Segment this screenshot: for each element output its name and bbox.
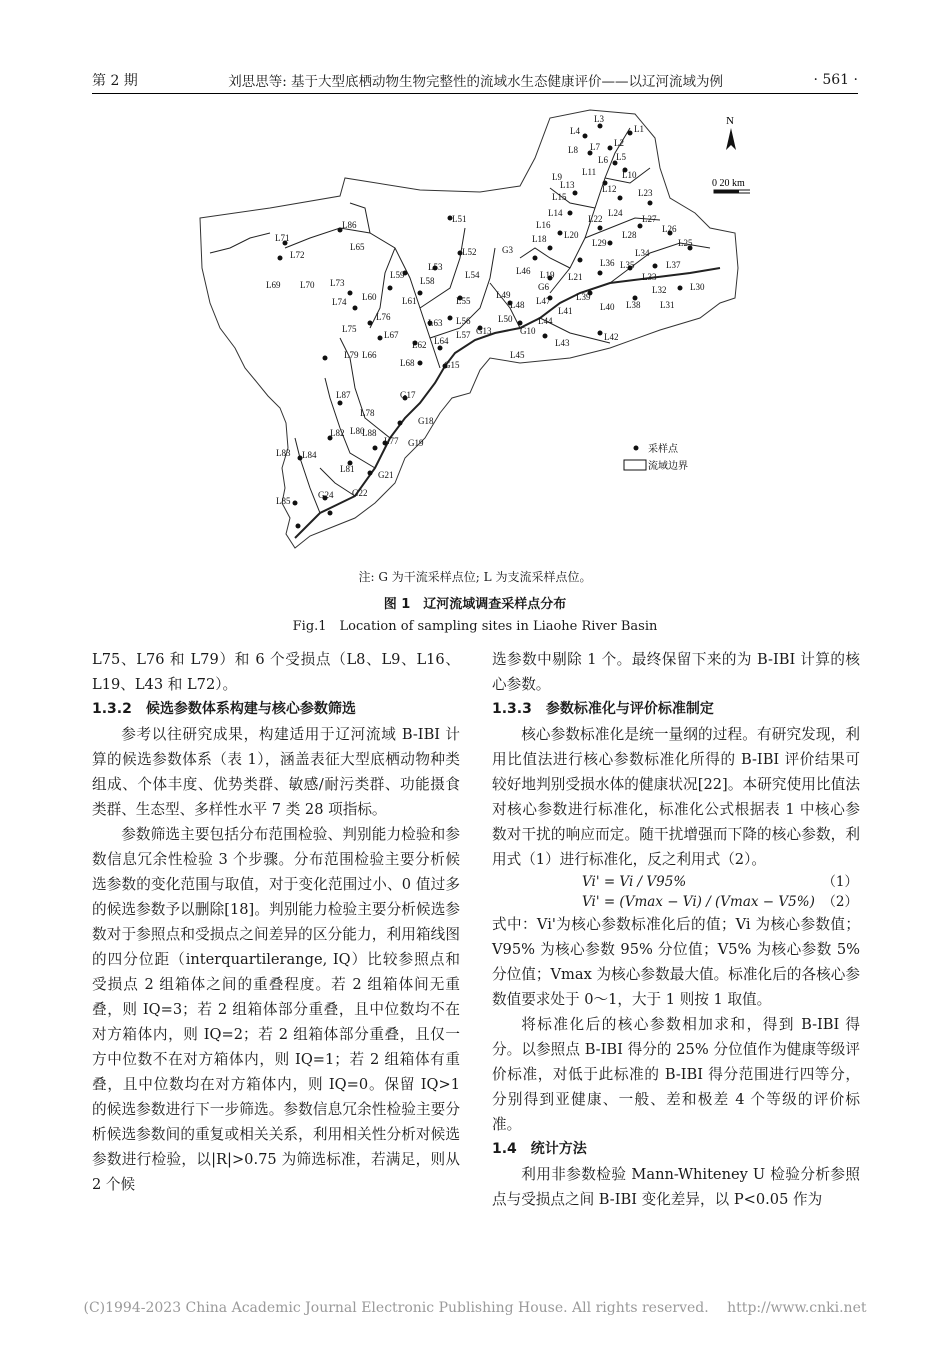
svg-text:L45: L45 [510, 350, 525, 360]
svg-text:L40: L40 [600, 302, 615, 312]
svg-text:L70: L70 [300, 280, 315, 290]
left-column [92, 647, 460, 1197]
svg-text:L85: L85 [276, 496, 291, 506]
svg-text:L42: L42 [604, 332, 619, 342]
svg-text:L3: L3 [594, 114, 604, 124]
svg-text:L32: L32 [652, 285, 667, 295]
svg-text:L20: L20 [564, 230, 579, 240]
svg-text:L78: L78 [360, 408, 375, 418]
svg-text:L34: L34 [635, 248, 650, 258]
svg-text:L50: L50 [498, 314, 513, 324]
svg-text:L46: L46 [516, 266, 531, 276]
svg-text:L16: L16 [536, 220, 551, 230]
svg-text:L58: L58 [420, 276, 435, 286]
svg-text:L43: L43 [555, 338, 570, 348]
equation-2-body: Vi' = (Vmax − Vi) / (Vmax − V5%) [582, 894, 815, 910]
header-rule [92, 93, 858, 94]
svg-text:G10: G10 [520, 326, 536, 336]
svg-text:L24: L24 [608, 208, 623, 218]
svg-text:L8: L8 [568, 145, 578, 155]
svg-text:L38: L38 [626, 300, 641, 310]
north-arrow-icon [726, 115, 736, 150]
right-para-4: 将标准化后的核心参数相加求和，得到 B-IBI 得分。以参照点 B-IBI 得分的 25% 分位值作为健康等级评价标准，对低于此标准的 B-IBI 得分范围进行四等分，分别得到亚健康、一般、差和极差 4 个等级的评价标准。 [492, 1016, 860, 1133]
svg-text:L60: L60 [362, 292, 377, 302]
svg-text:L74: L74 [332, 297, 347, 307]
section-1-3-3-heading: 1.3.3 参数标准化与评价标准制定 [492, 701, 714, 717]
svg-text:L26: L26 [662, 224, 677, 234]
issue-number: 第 2 期 [92, 73, 138, 89]
svg-text:G22: G22 [352, 488, 368, 498]
right-para-3: 式中：Vi'为核心参数标准化后的值；Vi 为核心参数值；V95% 为核心参数 95% 分位值；V5% 为核心参数 5% 分位值；Vmax 为核心参数最大值。标准化后的各核心参数值要求处于 0～1，大于 1 则按 1 取值。 [492, 916, 860, 1008]
svg-text:L31: L31 [660, 300, 675, 310]
svg-text:L27: L27 [642, 214, 657, 224]
svg-text:L80: L80 [350, 426, 365, 436]
svg-text:L61: L61 [402, 296, 417, 306]
svg-text:L14: L14 [548, 208, 563, 218]
svg-text:L29: L29 [592, 238, 607, 248]
svg-text:L54: L54 [465, 270, 480, 280]
svg-text:L59: L59 [390, 270, 405, 280]
svg-text:L4: L4 [570, 126, 580, 136]
svg-text:L28: L28 [622, 230, 637, 240]
svg-text:L12: L12 [602, 184, 617, 194]
left-para-1: L75、L76 和 L79）和 6 个受损点（L8、L9、L16、L19、L43 和 L72）。 [92, 651, 460, 693]
svg-text:L71: L71 [275, 233, 290, 243]
section-1-3-2-heading: 1.3.2 候选参数体系构建与核心参数筛选 [92, 701, 356, 717]
svg-text:L63: L63 [428, 318, 443, 328]
svg-text:L73: L73 [330, 278, 345, 288]
equation-2 [492, 892, 860, 912]
svg-text:L35: L35 [620, 260, 635, 270]
svg-text:L37: L37 [666, 260, 681, 270]
scale-bar [712, 178, 750, 193]
svg-text:L7: L7 [590, 142, 600, 152]
svg-text:G21: G21 [378, 470, 394, 480]
svg-text:L23: L23 [638, 188, 653, 198]
left-para-2: 参考以往研究成果，构建适用于辽河流域 B-IBI 计算的候选参数体系（表 1），涵盖表征大型底栖动物种类组成、个体丰度、优势类群、敏感/耐污类群、功能摄食类群、生态型、多样性水平 7 类 28 项指标。 [92, 726, 460, 818]
svg-text:L62: L62 [412, 340, 427, 350]
svg-text:L1: L1 [634, 124, 644, 134]
svg-text:G3: G3 [502, 245, 513, 255]
svg-text:L83: L83 [276, 448, 291, 458]
equation-2-number: （2） [822, 894, 858, 910]
right-column [492, 647, 860, 1212]
svg-text:L25: L25 [678, 238, 693, 248]
svg-text:L79: L79 [344, 350, 359, 360]
basin-map [190, 108, 750, 563]
left-para-3: 参数筛选主要包括分布范围检验、判别能力检验和参数信息冗余性检验 3 个步骤。分布范围检验主要分析候选参数的变化范围与取值，对于变化范围过小、0 值过多的候选参数予以删除[18]。判别能力检验主要分析候选参数对于参照点和受损点之间差异的区分能力，利用箱线图的四分位距（interquartilerange, IQ）比较参照点和受损点 2 组箱体之间的重叠程度。若 2 组箱体间无重叠，则 IQ=3；若 2 组箱体部分重叠，且中位数均不在对方箱体内，则 IQ=2；若 2 组箱体部分重叠，且仅一方中位数不在对方箱体内，则 IQ=1；若 2 组箱体有重叠，且中位数均在对方箱体内，则 IQ=0。保留 IQ>1 的候选参数进行下一步筛选。参数信息冗余性检验主要分析候选参数间的重复或相关关系，利用相关性分析对候选参数进行检验，以|R|>0.75 为筛选标准，若满足，则从 2 个候 [92, 826, 460, 1193]
svg-text:L39: L39 [576, 292, 591, 302]
copyright-footer: (C)1994-2023 China Academic Journal Electronic Publishing House. All rights reserved. http://www.cnki.net [83, 1300, 867, 1316]
equation-1 [492, 872, 860, 892]
svg-text:L22: L22 [588, 214, 603, 224]
svg-text:L55: L55 [456, 296, 471, 306]
svg-text:L82: L82 [330, 428, 345, 438]
svg-text:L36: L36 [600, 258, 615, 268]
svg-text:L88: L88 [362, 428, 377, 438]
svg-text:L87: L87 [336, 390, 351, 400]
svg-text:L81: L81 [340, 464, 355, 474]
svg-text:L15: L15 [552, 192, 567, 202]
section-1-4-heading: 1.4 统计方法 [492, 1141, 587, 1157]
svg-text:L65: L65 [350, 242, 365, 252]
svg-text:L57: L57 [456, 330, 471, 340]
running-title: 刘思思等: 基于大型底栖动物生物完整性的流域水生态健康评价——以辽河流域为例 [228, 74, 724, 90]
svg-text:G13: G13 [476, 326, 492, 336]
svg-text:L19: L19 [540, 270, 555, 280]
svg-text:G17: G17 [400, 390, 416, 400]
svg-text:L75: L75 [342, 324, 357, 334]
svg-text:G15: G15 [444, 360, 460, 370]
svg-text:L33: L33 [642, 272, 657, 282]
svg-text:L47: L47 [536, 296, 551, 306]
page-number: · 561 · [813, 72, 858, 88]
svg-text:L64: L64 [434, 336, 449, 346]
north-label: N [726, 115, 734, 127]
svg-text:L72: L72 [290, 250, 305, 260]
svg-text:L18: L18 [532, 234, 547, 244]
svg-text:L44: L44 [538, 316, 553, 326]
equation-1-body: Vi' = Vi / V95% [582, 874, 687, 890]
svg-text:L67: L67 [384, 330, 399, 340]
svg-text:L68: L68 [400, 358, 415, 368]
equation-1-number: （1） [822, 874, 858, 890]
right-para-2: 核心参数标准化是统一量纲的过程。有研究发现，利用比值法进行核心参数标准化所得的 B-IBI 评价结果可较好地判别受损水体的健康状况[22]。本研究使用比值法对核心参数进行标准化，标准化公式根据表 1 中核心参数对干扰的响应而定。随干扰增强而下降的核心参数，利用式（1）进行标准化，反之利用式（2）。 [492, 726, 860, 868]
svg-text:L84: L84 [302, 450, 317, 460]
figure-caption-en: Fig.1 Location of sampling sites in Liaohe River Basin [292, 619, 658, 634]
basin-boundary [200, 110, 738, 548]
svg-text:L41: L41 [558, 306, 573, 316]
svg-text:L86: L86 [342, 220, 357, 230]
svg-text:L9: L9 [552, 172, 562, 182]
svg-text:L48: L48 [510, 300, 525, 310]
svg-text:G24: G24 [318, 490, 334, 500]
svg-text:L10: L10 [622, 170, 637, 180]
svg-text:L13: L13 [560, 180, 575, 190]
right-para-5: 利用非参数检验 Mann-Whiteney U 检验分析参照点与受损点之间 B-IBI 变化差异，以 P<0.05 作为 [492, 1166, 860, 1208]
svg-text:G19: G19 [408, 438, 424, 448]
svg-text:L6: L6 [598, 155, 608, 165]
svg-text:L52: L52 [462, 247, 477, 257]
svg-text:L53: L53 [428, 262, 443, 272]
svg-text:L49: L49 [496, 290, 511, 300]
svg-text:L66: L66 [362, 350, 377, 360]
scale-label: 0 20 km [712, 178, 745, 189]
right-para-1: 选参数中剔除 1 个。最终保留下来的为 B-IBI 计算的核心参数。 [492, 651, 860, 693]
svg-text:G6: G6 [538, 282, 549, 292]
svg-text:L56: L56 [456, 316, 471, 326]
svg-text:L2: L2 [614, 138, 624, 148]
svg-text:L77: L77 [384, 436, 399, 446]
legend-sites: 采样点 [648, 444, 678, 455]
figure-note: 注: G 为干流采样点位; L 为支流采样点位。 [358, 570, 592, 584]
svg-text:L76: L76 [376, 312, 391, 322]
running-header [92, 70, 858, 90]
map-legend [624, 442, 688, 472]
svg-text:L51: L51 [452, 214, 467, 224]
legend-boundary: 流域边界 [648, 461, 688, 472]
svg-text:L30: L30 [690, 282, 705, 292]
svg-text:G18: G18 [418, 416, 434, 426]
svg-text:L11: L11 [582, 167, 597, 177]
svg-text:L5: L5 [616, 152, 626, 162]
svg-text:L21: L21 [568, 272, 583, 282]
figure-caption-cn: 图 1 辽河流域调查采样点分布 [383, 597, 567, 612]
svg-text:L69: L69 [266, 280, 281, 290]
